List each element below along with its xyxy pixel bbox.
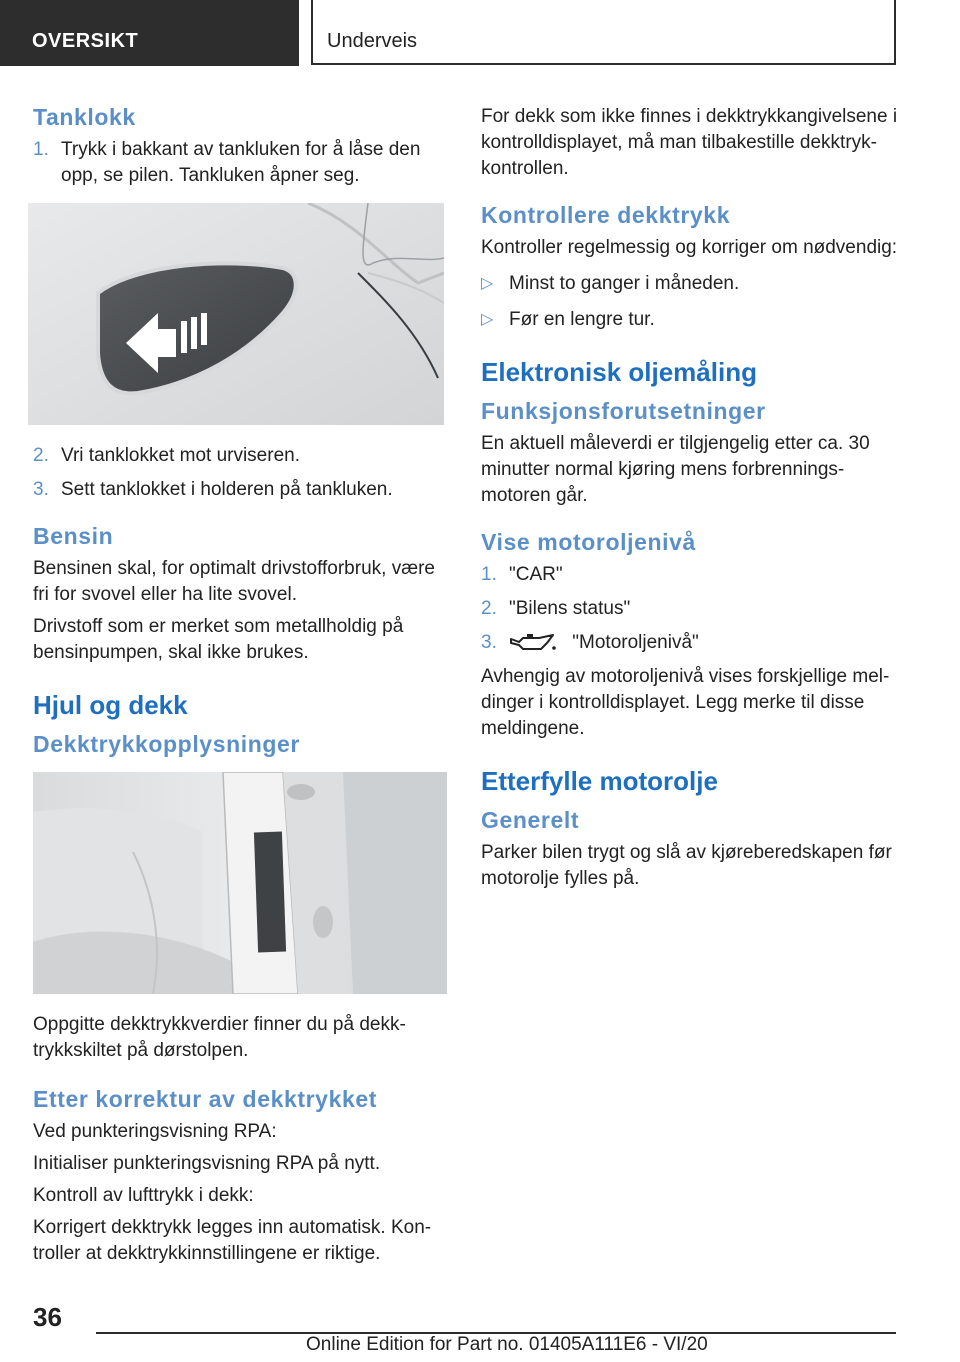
bensin-heading: Bensin [33, 523, 114, 549]
bullet-triangle-icon: ▷ [481, 275, 494, 292]
left-column [33, 98, 445, 1273]
step-text: Vri tanklokket mot urviseren. [61, 445, 300, 466]
etter-paragraph: Initialiser punkteringsvisning RPA på nytt. [33, 1153, 381, 1174]
oil-can-icon [509, 633, 557, 653]
header-section-tab [0, 0, 299, 66]
vise-paragraph: Avhengig av motoroljenivå vises forskjellige meldinger i kontrolldisplayet. Legg merke til disse meldingene. [481, 666, 890, 739]
kontrollere-heading: Kontrollere dekktrykk [481, 202, 731, 228]
dekktrykk-heading: Dekktrykkopplysninger [33, 731, 300, 757]
fuel-flap-illustration [28, 203, 444, 425]
step-number: 2. [481, 598, 497, 619]
generelt-paragraph: Parker bilen trygt og slå av kjøreberedskapen før motorolje fylles på. [481, 842, 892, 889]
header-section-label: OVERSIKT [32, 30, 139, 52]
hjul-heading: Hjul og dekk [33, 690, 188, 720]
tanklokk-steps [33, 137, 445, 189]
list-item [481, 271, 901, 297]
step-text: Sett tanklokket i holderen på tankluken. [61, 479, 393, 500]
step-text: Trykk i bakkant av tankluken for å låse den opp, se pilen. Tankluken åpner seg. [61, 139, 421, 186]
page-number: 36 [33, 1302, 62, 1332]
bensin-paragraph: Drivstoff som er merket som metallholdig på bensinpumpen, skal ikke brukes. [33, 616, 404, 663]
step-number: 1. [481, 564, 497, 585]
tanklokk-heading: Tanklokk [33, 104, 136, 130]
step-number: 3. [33, 479, 49, 500]
bensin-paragraph: Bensinen skal, for optimalt drivstofforbruk, være fri for svovel eller ha lite svovel. [33, 558, 435, 605]
door-pillar-illustration [33, 772, 447, 994]
list-item [481, 562, 901, 588]
etter-paragraph: Ved punkteringsvisning RPA: [33, 1121, 277, 1142]
etterfylle-heading: Etterfylle motorolje [481, 766, 718, 796]
etter-paragraph: Kontroll av lufttrykk i dekk: [33, 1185, 254, 1206]
header-chapter-label: Underveis [327, 30, 418, 52]
list-item [33, 137, 445, 189]
bullet-text: Før en lengre tur. [509, 309, 655, 330]
step-text: "Bilens status" [509, 598, 631, 619]
oljemaling-heading: Elektronisk oljemåling [481, 357, 757, 387]
kontrollere-paragraph: Kontroller regelmessig og korriger om nødvendig: [481, 237, 898, 258]
funksjon-heading: Funksjonsforutsetninger [481, 398, 766, 424]
etter-heading: Etter korrektur av dekktrykket [33, 1086, 377, 1112]
footer-edition: Online Edition for Part no. 01405A111E6 - VI/20 [306, 1334, 708, 1355]
generelt-heading: Generelt [481, 807, 580, 833]
dekktrykk-caption: Oppgitte dekktrykkverdier finner du på dekktrykkskiltet på dørstolpen. [33, 1014, 406, 1061]
funksjon-paragraph: En aktuell måleverdi er tilgjengelig etter ca. 30 minutter normal kjøring mens forbrenningsmotoren går. [481, 433, 870, 506]
step-number: 3. [481, 632, 497, 653]
vise-heading: Vise motoroljenivå [481, 529, 696, 555]
etter-paragraph: Korrigert dekktrykk legges inn automatisk. Kontroller at dekktrykkinnstillingene er riktige. [33, 1217, 432, 1264]
step-number: 1. [33, 139, 49, 160]
list-item [481, 596, 901, 622]
list-item [481, 630, 901, 656]
bullet-triangle-icon: ▷ [481, 311, 494, 328]
tanklokk-steps-cont [33, 443, 445, 503]
step-number: 2. [33, 445, 49, 466]
header-chapter-tab [311, 0, 896, 65]
step-text: "CAR" [509, 564, 563, 585]
right-column [481, 104, 901, 898]
list-item [33, 477, 445, 503]
step-text: "Motoroljenivå" [572, 632, 699, 653]
list-item [33, 443, 445, 469]
list-item [481, 307, 901, 333]
intro-paragraph: For dekk som ikke finnes i dekktrykkangivelsene i kontrolldisplayet, må man tilbakestille dekktrykkontrollen. [481, 106, 898, 179]
bullet-text: Minst to ganger i måneden. [509, 273, 740, 294]
vise-steps [481, 562, 901, 656]
